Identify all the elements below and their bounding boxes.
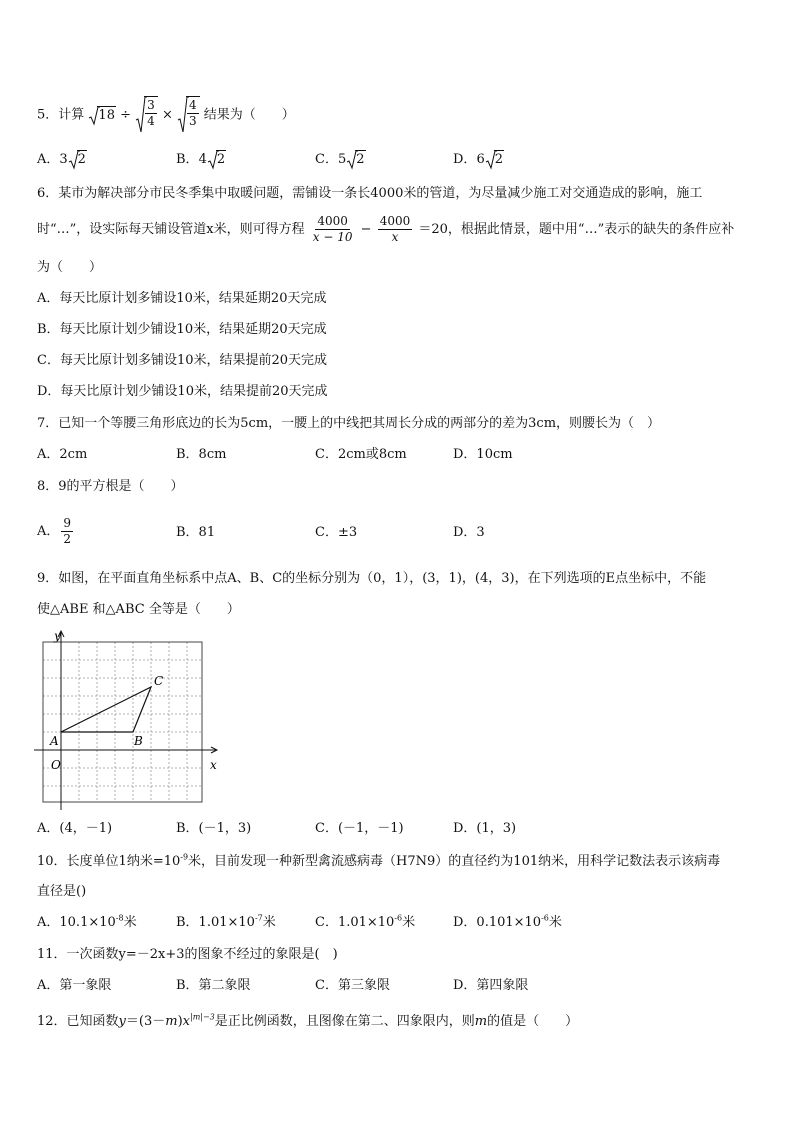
q10-line2: 直径是()	[37, 884, 87, 899]
q10-option-b: B．$1.01\times 10^{-7}$米	[176, 913, 276, 930]
q9-label-origin: O	[51, 758, 61, 772]
q8-option-a: A． $\frac{9}{2}$	[37, 516, 72, 546]
q9-grid	[43, 642, 202, 802]
q8-stem: 8．9的平方根是（ ）	[37, 479, 184, 494]
q11-option-a: A．第一象限	[37, 978, 112, 993]
q6-line1: 6．某市为解决部分市民冬季集中取暖问题，需铺设一条长4000米的管道，为尽量减少施工对交通造成的影响，施工	[37, 186, 703, 201]
q9-triangle-abc	[61, 687, 151, 732]
q9-label-x: x	[210, 758, 217, 772]
q5-option-c: C．5 2	[315, 152, 365, 167]
q5-sqrt-18: 18	[88, 106, 116, 125]
q5-prefix: 5．计算	[37, 107, 85, 123]
q9-label-b: B	[134, 734, 143, 748]
q9-label-c: C	[154, 674, 164, 688]
q11-option-c: C．第三象限	[315, 978, 390, 993]
q10-option-d: D．$0.101\times 10^{-6}$米	[453, 913, 562, 930]
q11-stem: 11．一次函数y=－2x+3的图象不经过的象限是( )	[37, 947, 338, 962]
q9-coordinate-figure	[30, 628, 230, 813]
q7-option-c: C．2cm或8cm	[315, 447, 407, 462]
q8-option-c: C．±3	[315, 525, 358, 540]
q5-option-a: A．3 2	[37, 152, 86, 167]
q10-line1: 10．长度单位1纳米$=10^{-9}$米，目前发现一种新型禽流感病毒（H7N9）的直径约为101纳米，用科学记数法表示该病毒	[37, 852, 721, 869]
q5-option-b: B．4 2	[176, 152, 226, 167]
q6-fraction-1: $\frac{4000}{x - 10}$	[312, 214, 353, 244]
q9-option-a: A．(4，－1)	[37, 821, 113, 836]
q11-option-b: B．第二象限	[176, 978, 251, 993]
q6-option-b: B．每天比原计划少铺设10米，结果延期20天完成	[37, 322, 327, 337]
q5-stem: 5．计算 18 ÷ $\frac{3}{4}$ × $\frac{4}{3}$ 结果为（ ）	[37, 96, 295, 134]
q6-line3: 为（ ）	[37, 260, 103, 275]
q6-fraction-2: $\frac{4000}{x}$	[379, 214, 411, 244]
q5-sqrt-frac1: $\frac{3}{4}$	[135, 96, 158, 134]
q5-suffix: 结果为（ ）	[203, 107, 295, 123]
q5-sqrt-frac2: $\frac{4}{3}$	[177, 96, 200, 134]
q6-line2: 时“…”，设实际每天铺设管道x米，则可得方程 $\frac{4000}{x - 10}$ − $\frac{4000}{x}$ ＝20，根据此情景，题中用“…”表示的缺失的条件应补	[37, 214, 735, 244]
q7-option-d: D．10cm	[453, 447, 513, 462]
q9-option-d: D．(1，3)	[453, 821, 517, 836]
q6-option-c: C．每天比原计划多铺设10米，结果提前20天完成	[37, 353, 328, 368]
q9-line1: 9．如图，在平面直角坐标系中点A、B、C的坐标分别为（0，1），(3，1)，(4，3)，在下列选项的E点坐标中，不能	[37, 571, 707, 586]
q11-option-d: D．第四象限	[453, 978, 529, 993]
q9-option-c: C．(－1，－1)	[315, 821, 404, 836]
q8-option-b: B．81	[176, 525, 216, 540]
q7-option-a: A．2cm	[37, 447, 88, 462]
q8-option-d: D．3	[453, 525, 485, 540]
q9-label-y: y	[54, 629, 61, 643]
q12-formula: $y=(3-m)x^{|m|-3}$	[118, 1012, 215, 1029]
q6-option-d: D．每天比原计划少铺设10米，结果提前20天完成	[37, 384, 328, 399]
q10-option-a: A．$10.1\times 10^{-8}$米	[37, 913, 137, 930]
q6-option-a: A．每天比原计划多铺设10米，结果延期20天完成	[37, 291, 327, 306]
q9-line2: 使△ABE 和△ABC 全等是（ ）	[37, 602, 240, 617]
q9-option-b: B．(－1，3)	[176, 821, 252, 836]
q12-stem: 12．已知函数$y=(3-m)x^{|m|-3}$是正比例函数，且图像在第二、四象限内，则m的值是（ ）	[37, 1012, 579, 1029]
q7-stem: 7．已知一个等腰三角形底边的长为5cm，一腰上的中线把其周长分成的两部分的差为3cm，则腰长为（ ）	[37, 416, 661, 431]
q5-option-d: D．6 2	[453, 152, 503, 167]
q9-grid-border	[43, 642, 202, 802]
q7-option-b: B．8cm	[176, 447, 227, 462]
q9-label-a: A	[50, 734, 59, 748]
q10-option-c: C．$1.01\times 10^{-6}$米	[315, 913, 416, 930]
